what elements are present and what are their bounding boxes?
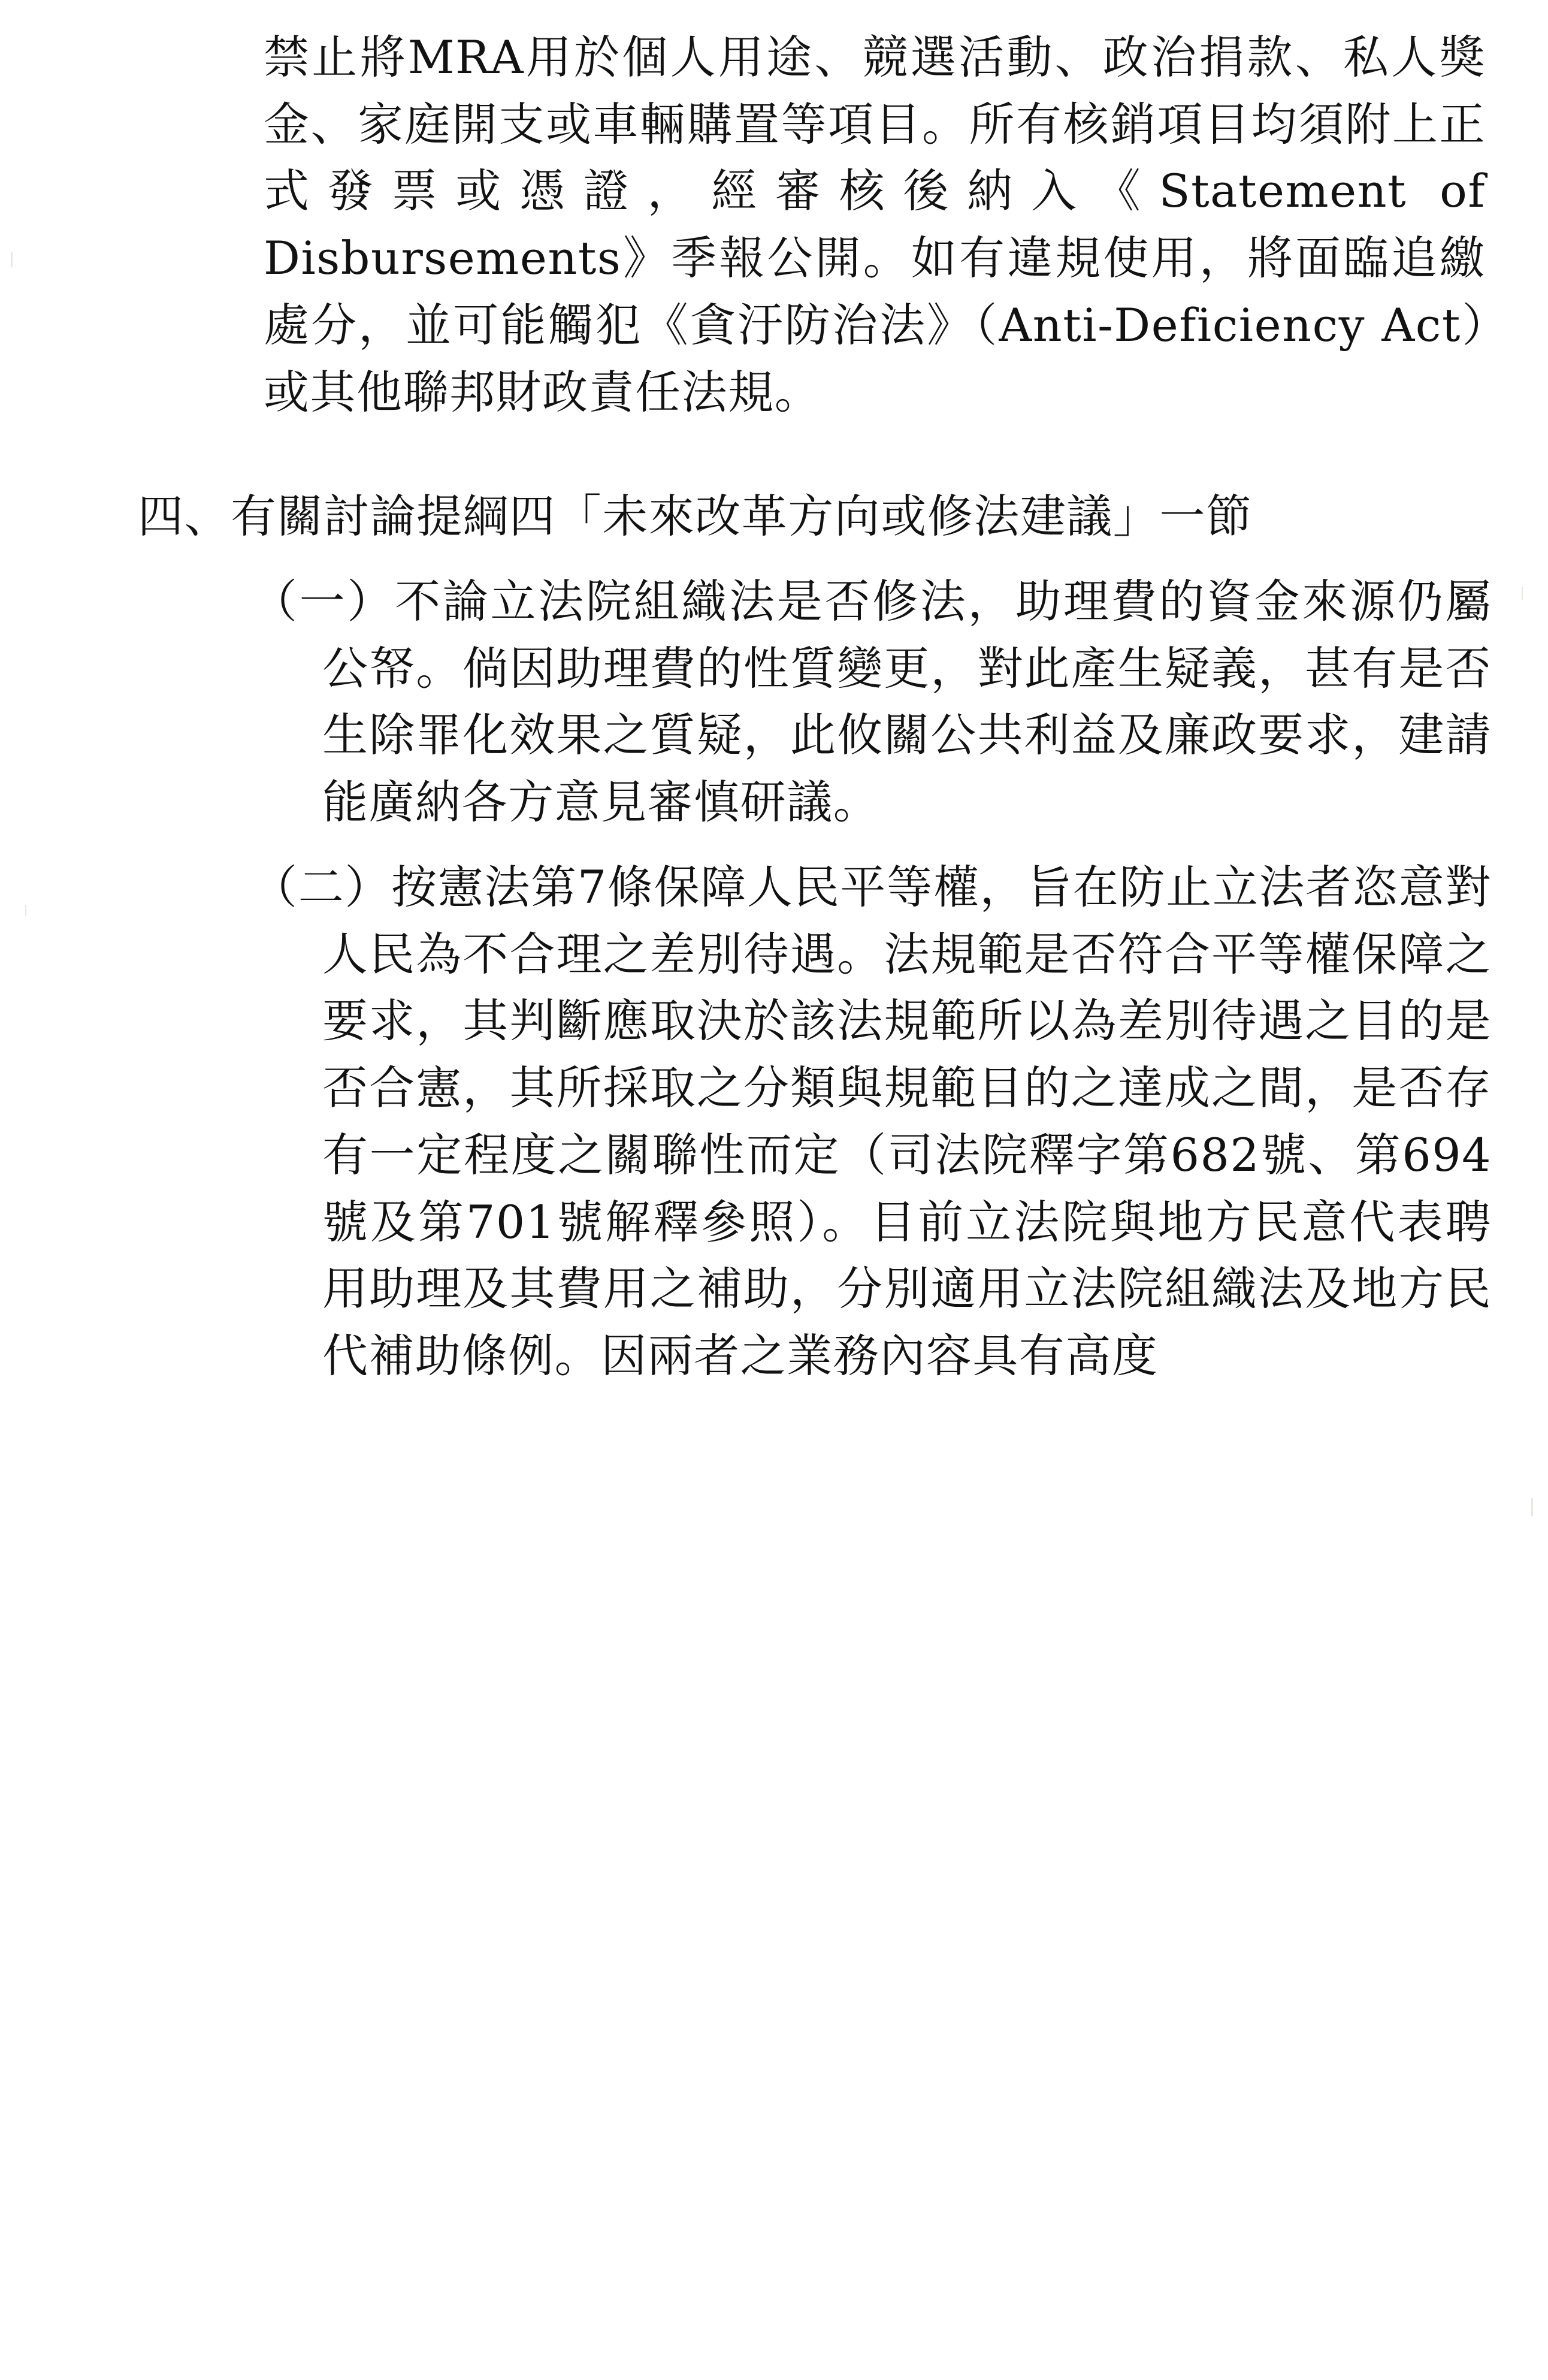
scan-speck	[11, 252, 13, 267]
paragraph-continuation: 禁止將MRA用於個人用途、競選活動、政治捐款、私人獎金、家庭開支或車輛購置等項目。所有核銷項目均須附上正式發票或憑證，經審核後納入《Statement of Disbursements》季報公開。如有違規使用，將面臨追繳處分，並可能觸犯《貪汙防治法》（Anti-Deficiency Act）或其他聯邦財政責任法規。	[264, 31, 1486, 419]
document-body	[72, 24, 1492, 1390]
section-item-4-1	[252, 568, 1492, 836]
section-item-4-text: 四、有關討論提綱四「未來改革方向或修法建議」一節	[138, 490, 1253, 543]
section-item-4	[138, 483, 1492, 550]
section-item-4-2-text: （二）按憲法第7條保障人民平等權，旨在防止立法者恣意對人民為不合理之差別待遇。法規範是否符合平等權保障之要求，其判斷應取決於該法規範所以為差別待遇之目的是否合憲，其所採取之分類與規範目的之達成之間，是否存有一定程度之關聯性而定（司法院釋字第682號、第694號及第701號解釋參照）。目前立法院與地方民意代表聘用助理及其費用之補助，分別適用立法院組織法及地方民代補助條例。因兩者之業務內容具有高度	[252, 860, 1492, 1382]
scan-speck	[25, 905, 26, 916]
section-item-4-1-text: （一）不論立法院組織法是否修法，助理費的資金來源仍屬公帑。倘因助理費的性質變更，對此產生疑義，甚有是否生除罪化效果之質疑，此攸關公共利益及廉政要求，建請能廣納各方意見審慎研議。	[252, 575, 1492, 829]
section-item-4-2	[252, 854, 1492, 1390]
scan-speck	[1522, 587, 1523, 600]
scan-speck	[1531, 1498, 1533, 1516]
